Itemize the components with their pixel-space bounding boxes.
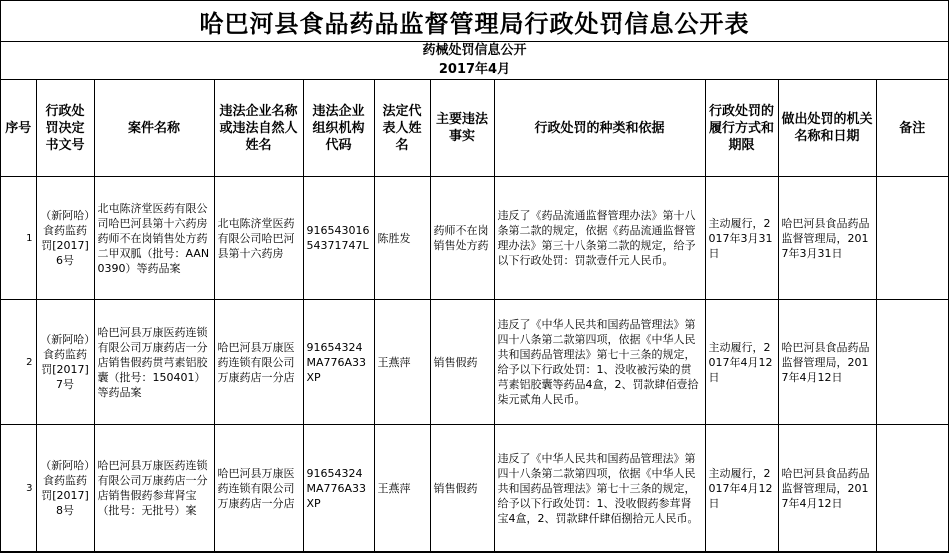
cell-penalty: 违反了《药品流通监督管理办法》第十八条第二款的规定，依据《药品流通监督管理办法》第三十八条第二款的规定，给予以下行政处罚：罚款壹仟元人民币。 — [494, 177, 705, 300]
table-row — [1, 425, 948, 552]
header-cell-entity: 违法企业名称或违法自然人姓名 — [214, 80, 303, 177]
penalty-table — [1, 80, 948, 552]
header-cell-doc-no: 行政处罚决定书文号 — [36, 80, 94, 177]
cell-doc-no: （新阿哈）食药监药罚[2017]7号 — [36, 300, 94, 425]
cell-facts: 药师不在岗销售处方药 — [430, 177, 494, 300]
cell-penalty: 违反了《中华人民共和国药品管理法》第四十八条第二款第四项，依据《中华人民共和国药品管理法》第七十三条的规定，给予以下行政处罚：1、没收被污染的贯芎素铝胶囊等药品4盒，2、罚款肆佰壹拾柒元贰角人民币。 — [494, 300, 705, 425]
table-row — [1, 300, 948, 425]
cell-no: 2 — [1, 300, 36, 425]
cell-legal-rep: 王燕萍 — [374, 425, 430, 552]
cell-case-name: 北屯陈济堂医药有限公司哈巴河县第十六药房药师不在岗销售处方药二甲双胍（批号：AAN0390）等药品案 — [94, 177, 214, 300]
header-cell-facts: 主要违法事实 — [430, 80, 494, 177]
cell-remark — [876, 177, 948, 300]
cell-performance: 主动履行，2017年3月31日 — [705, 177, 778, 300]
table-header-row — [1, 80, 948, 177]
cell-org-code: 91654301654371747L — [303, 177, 374, 300]
cell-remark — [876, 425, 948, 552]
cell-authority: 哈巴河县食品药品监督管理局，2017年3月31日 — [778, 177, 876, 300]
header-cell-remark: 备注 — [876, 80, 948, 177]
cell-legal-rep: 王燕萍 — [374, 300, 430, 425]
cell-entity: 北屯陈济堂医药有限公司哈巴河县第十六药房 — [214, 177, 303, 300]
cell-penalty: 违反了《中华人民共和国药品管理法》第四十八条第二款第四项，依据《中华人民共和国药品管理法》第七十三条的规定，给予以下行政处罚：1、没收假药参茸肾宝4盒，2、罚款肆仟肆佰捌拾元人民币。 — [494, 425, 705, 552]
cell-remark — [876, 300, 948, 425]
cell-no: 3 — [1, 425, 36, 552]
cell-entity: 哈巴河县万康医药连锁有限公司万康药店一分店 — [214, 425, 303, 552]
cell-org-code: 91654324MA776A33XP — [303, 425, 374, 552]
header-cell-no: 序号 — [1, 80, 36, 177]
cell-facts: 销售假药 — [430, 300, 494, 425]
header-cell-penalty: 行政处罚的种类和依据 — [494, 80, 705, 177]
page-subtitle: 药械处罚信息公开 — [422, 43, 527, 58]
cell-org-code: 91654324MA776A33XP — [303, 300, 374, 425]
cell-entity: 哈巴河县万康医药连锁有限公司万康药店一分店 — [214, 300, 303, 425]
cell-doc-no: （新阿哈）食药监药罚[2017]8号 — [36, 425, 94, 552]
cell-facts: 销售假药 — [430, 425, 494, 552]
cell-authority: 哈巴河县食品药品监督管理局，2017年4月12日 — [778, 425, 876, 552]
cell-authority: 哈巴河县食品药品监督管理局，2017年4月12日 — [778, 300, 876, 425]
page-title: 哈巴河县食品药品监督管理局行政处罚信息公开表 — [1, 1, 948, 42]
cell-no: 1 — [1, 177, 36, 300]
report-period: 2017年4月 — [1, 60, 948, 80]
header-cell-org-code: 违法企业组织机构代码 — [303, 80, 374, 177]
header-cell-legal-rep: 法定代表人姓名 — [374, 80, 430, 177]
header-cell-authority: 做出处罚的机关名称和日期 — [778, 80, 876, 177]
header-cell-case-name: 案件名称 — [94, 80, 214, 177]
cell-case-name: 哈巴河县万康医药连锁有限公司万康药店一分店销售假药参茸肾宝（批号：无批号）案 — [94, 425, 214, 552]
cell-performance: 主动履行，2017年4月12日 — [705, 425, 778, 552]
cell-doc-no: （新阿哈）食药监药罚[2017]6号 — [36, 177, 94, 300]
cell-performance: 主动履行，2017年4月12日 — [705, 300, 778, 425]
cell-legal-rep: 陈胜发 — [374, 177, 430, 300]
cell-case-name: 哈巴河县万康医药连锁有限公司万康药店一分店销售假药贯芎素铝胶囊（批号：150401）等药品案 — [94, 300, 214, 425]
table-row — [1, 177, 948, 300]
header-cell-performance: 行政处罚的履行方式和期限 — [705, 80, 778, 177]
